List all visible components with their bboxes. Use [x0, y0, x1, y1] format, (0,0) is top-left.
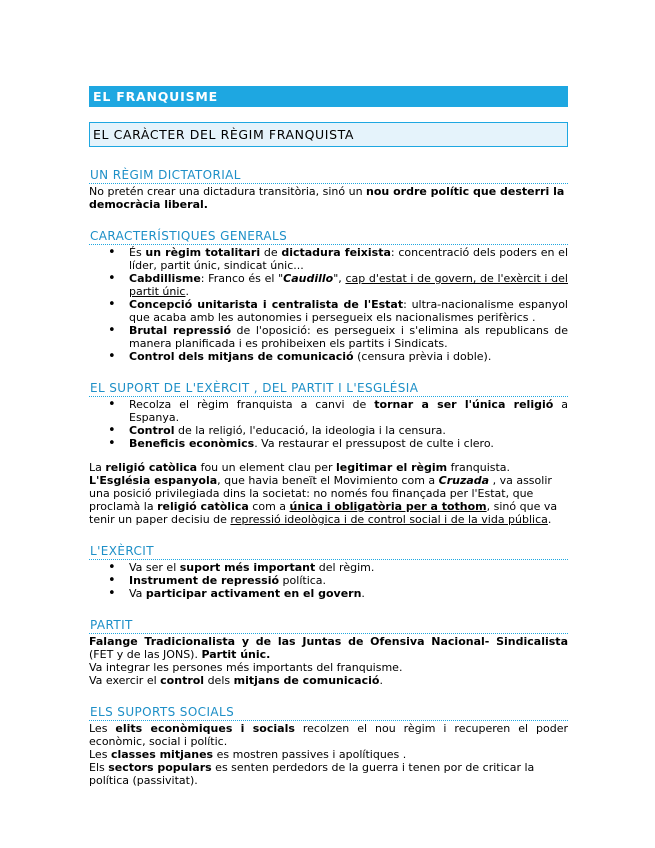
- text: Els: [89, 761, 109, 774]
- text: : concentració dels poders en el líder, partit únic, sindicat únic...: [129, 246, 569, 272]
- bold-text: mitjans de comunicació: [233, 674, 380, 687]
- bold-text: Cabdillisme: [129, 272, 201, 285]
- section-title: EL CARÀCTER DEL RÈGIM FRANQUISTA: [89, 122, 568, 147]
- text: es mostren passives i apolítiques .: [213, 748, 407, 761]
- text: : ultra-nacionalisme espanyol que acaba amb les autonomies i persegueix els nacionalismes perifèrics .: [129, 298, 568, 324]
- bold-text: control: [160, 674, 205, 687]
- text: es senten perdedors de la guerra i tenen por de criticar la política (passivitat).: [89, 761, 535, 787]
- bold-text: Beneficis econòmics: [129, 437, 255, 450]
- bold-text: elits econòmiques i socials: [115, 722, 295, 735]
- text: fou un element clau per: [197, 461, 337, 474]
- text: (censura prèvia i doble).: [353, 350, 492, 363]
- text: de l'oposició: es persegueix i s'elimina als republicans de manera planificada i es prohibeixen els partits i Sindicats.: [129, 324, 568, 350]
- text: Les: [89, 722, 116, 735]
- paragraph-sectors-populars: [89, 761, 568, 787]
- bold-text: religió catòlica: [157, 500, 249, 513]
- list-item: [129, 324, 568, 350]
- bold-italic-text: Caudillo: [283, 272, 334, 285]
- text: És: [129, 246, 146, 259]
- bold-text: tornar a ser l'única religió: [374, 398, 554, 411]
- document-page: [89, 86, 568, 787]
- text: franquista.: [447, 461, 511, 474]
- paragraph-partit: [89, 635, 568, 661]
- bold-text: Falange Tradicionalista y de las Juntas de Ofensiva Nacional- Sindicalista: [89, 635, 568, 648]
- heading-suport: EL SUPORT DE L'EXÈRCIT , DEL PARTIT I L'ESGLÉSIA: [89, 381, 568, 397]
- text: política.: [279, 574, 327, 587]
- heading-partit: PARTIT: [89, 618, 568, 634]
- text: Les: [89, 748, 111, 761]
- main-title: EL FRANQUISME: [89, 86, 568, 107]
- text: a Espanya.: [129, 398, 568, 424]
- heading-caracteristiques: CARACTERÍSTIQUES GENERALS: [89, 229, 568, 245]
- bold-text: Concepció unitarista i centralista de l'Estat: [129, 298, 404, 311]
- bold-text: participar activament en el govern: [145, 587, 362, 600]
- bold-text: Control: [129, 424, 175, 437]
- text: .: [361, 587, 365, 600]
- bold-text: legitimar el règim: [336, 461, 448, 474]
- text: ",: [333, 272, 346, 285]
- text: . Va restaurar el pressupost de culte i clero.: [254, 437, 494, 450]
- text: No pretén crear una dictadura transitòria, sinó un: [89, 185, 367, 198]
- underlined-text: repressió ideològica i de control social i de la vida pública: [230, 513, 548, 526]
- list-item: [129, 272, 568, 298]
- text: com a: [248, 500, 290, 513]
- text: de la religió, l'educació, la ideologia i la censura.: [174, 424, 446, 437]
- bold-italic-text: Cruzada: [438, 474, 490, 487]
- section-exercit: [89, 544, 568, 600]
- bold-text: religió catòlica: [105, 461, 198, 474]
- bold-text: Partit únic.: [201, 648, 271, 661]
- underlined-text: cap d'estat i de govern, de l'exèrcit i del partit únic: [129, 272, 568, 298]
- paragraph-regim: [89, 185, 568, 211]
- bold-text: Brutal repressió: [129, 324, 232, 337]
- section-suport: [89, 381, 568, 526]
- text: (FET y de las JONS).: [89, 648, 202, 661]
- heading-suports-socials: ELS SUPORTS SOCIALS: [89, 705, 568, 721]
- paragraph-esglesia: [89, 461, 568, 526]
- text: Recolza el règim franquista a canvi de: [129, 398, 375, 411]
- section-caracteristiques: [89, 229, 568, 363]
- list-item: [129, 587, 568, 600]
- bold-text: suport més important: [179, 561, 316, 574]
- text: dels: [204, 674, 234, 687]
- bold-text: un règim totalitari: [145, 246, 261, 259]
- list-item: [129, 561, 568, 574]
- bold-underlined-text: única i obligatòria per a tothom: [289, 500, 487, 513]
- text: Va: [129, 587, 146, 600]
- list-item: [129, 398, 568, 424]
- text: .: [185, 285, 189, 298]
- bold-text: L'Església espanyola: [89, 474, 218, 487]
- list-item: [129, 437, 568, 450]
- paragraph-partit-2: Va integrar les persones més importants del franquisme.: [89, 661, 403, 674]
- list-item: [129, 350, 568, 363]
- list-item: [129, 298, 568, 324]
- text: del règim.: [315, 561, 375, 574]
- paragraph-partit-3: [89, 674, 568, 687]
- heading-exercit: L'EXÈRCIT: [89, 544, 568, 560]
- section-partit: [89, 618, 568, 687]
- text: Va ser el: [129, 561, 180, 574]
- list-caracteristiques: [89, 246, 568, 363]
- list-item: [129, 424, 568, 437]
- heading-regim-dictatorial: UN RÈGIM DICTATORIAL: [89, 168, 568, 184]
- text: La: [89, 461, 106, 474]
- text: de: [260, 246, 282, 259]
- section-regim-dictatorial: [89, 168, 568, 211]
- text: : Franco és el ": [200, 272, 284, 285]
- bold-text: Instrument de repressió: [129, 574, 280, 587]
- text: Va exercir el: [89, 674, 161, 687]
- text: recolzen el nou règim i recuperen el poder econòmic, social i polític.: [89, 722, 569, 748]
- list-exercit: [89, 561, 568, 600]
- list-suport: [89, 398, 568, 450]
- text: , que havia beneït el Movimiento com a: [217, 474, 439, 487]
- bold-text: nou ordre polític que desterri la democràcia liberal.: [89, 185, 565, 211]
- bold-text: sectors populars: [108, 761, 212, 774]
- text: , sinó que va tenir un paper decisiu de: [89, 500, 558, 526]
- bold-text: dictadura feixista: [281, 246, 391, 259]
- section-suports-socials: [89, 705, 568, 787]
- paragraph-elits: [89, 722, 568, 748]
- bold-text: classes mitjanes: [110, 748, 214, 761]
- bold-text: Control dels mitjans de comunicació: [129, 350, 354, 363]
- text: .: [379, 674, 383, 687]
- text: .: [547, 513, 552, 526]
- list-item: [129, 574, 568, 587]
- list-item: [129, 246, 568, 272]
- text: , va assolir una posició privilegiada dins la societat: no només fou finançada per l'Estat, que proclamà la: [89, 474, 552, 513]
- paragraph-classes-mitjanes: [89, 748, 568, 761]
